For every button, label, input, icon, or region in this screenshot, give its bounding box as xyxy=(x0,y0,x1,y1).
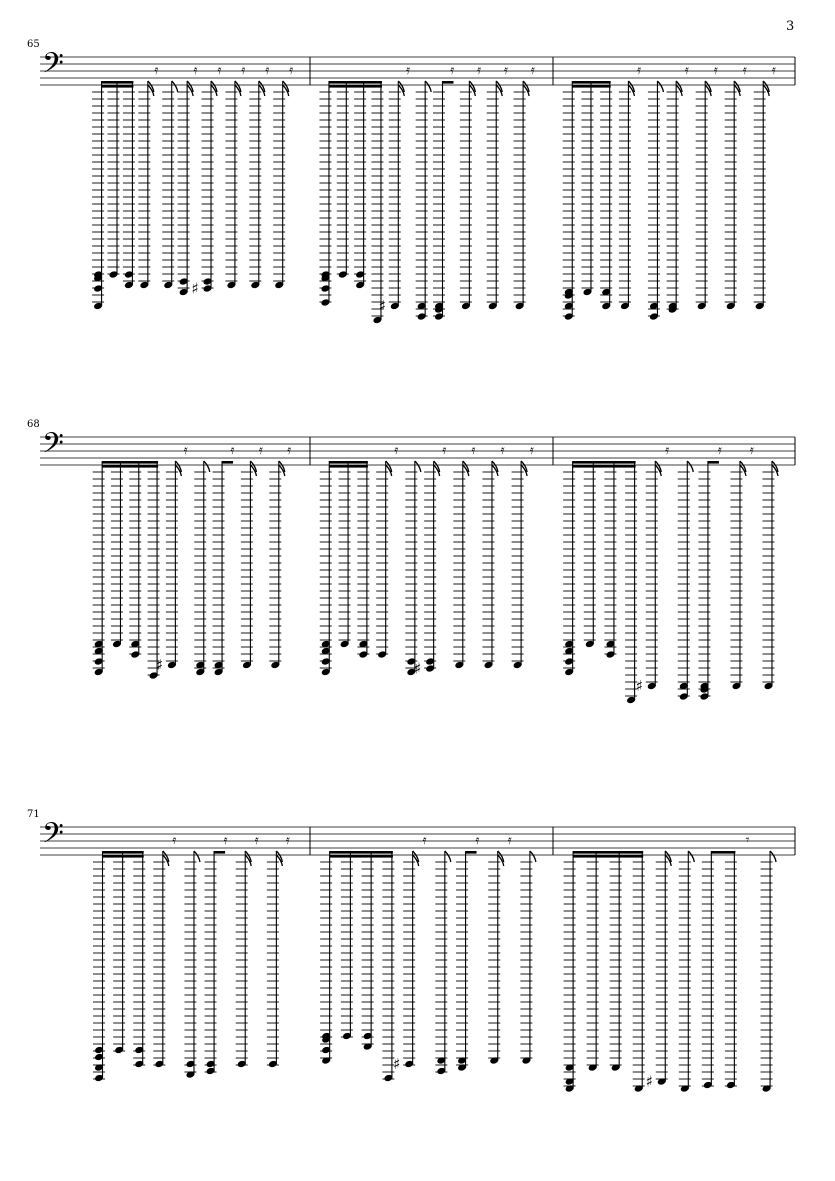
systems-layer xyxy=(27,39,795,1093)
sharp-icon: ♯ xyxy=(155,656,164,674)
sixteenth-rest-icon: 𝄿 xyxy=(442,443,447,458)
sixteenth-rest-icon: 𝄿 xyxy=(475,833,480,848)
sixteenth-rest-icon: 𝄿 xyxy=(507,833,512,848)
sharp-icon: ♯ xyxy=(645,1072,654,1091)
beam xyxy=(102,81,134,84)
flag xyxy=(688,851,694,862)
sixteenth-rest-icon: 𝄿 xyxy=(193,63,198,78)
page-number: 3 xyxy=(786,19,795,34)
beam xyxy=(103,851,144,854)
sharp-icon: ♯ xyxy=(635,677,644,695)
flag xyxy=(415,461,421,472)
beam xyxy=(330,851,393,854)
sixteenth-rest-icon: 𝄿 xyxy=(422,833,427,848)
sixteenth-rest-icon: 𝄿 xyxy=(504,63,508,78)
system-2 xyxy=(27,419,795,704)
sixteenth-rest-icon: 𝄿 xyxy=(637,63,642,78)
sixteenth-rest-icon: 𝄿 xyxy=(713,63,718,78)
beam xyxy=(214,851,225,854)
beam xyxy=(329,461,368,464)
beam xyxy=(102,465,158,468)
sixteenth-rest-icon: 𝄿 xyxy=(717,443,722,458)
sixteenth-rest-icon: 𝄿 xyxy=(749,443,754,458)
system-3 xyxy=(27,809,795,1093)
sixteenth-rest-icon: 𝄿 xyxy=(230,443,235,458)
sixteenth-rest-icon: 𝄿 xyxy=(287,443,292,458)
bass-clef-icon: 𝄢 xyxy=(42,427,64,467)
measure-number: 71 xyxy=(27,809,40,820)
sixteenth-rest-icon: 𝄿 xyxy=(289,63,294,78)
beam xyxy=(102,461,158,464)
sixteenth-rest-icon: 𝄿 xyxy=(684,63,689,78)
beam xyxy=(572,81,610,84)
sixteenth-rest-icon: 𝄿 xyxy=(665,443,670,458)
beam xyxy=(443,81,454,84)
sixteenth-rest-icon: 𝄿 xyxy=(771,63,776,78)
eighth-rest-icon: 𝄾 xyxy=(745,833,750,848)
sixteenth-rest-icon: 𝄿 xyxy=(154,63,159,78)
sixteenth-rest-icon: 𝄿 xyxy=(477,63,482,78)
beam xyxy=(573,851,643,854)
flag xyxy=(657,81,663,92)
sixteenth-rest-icon: 𝄿 xyxy=(223,833,228,848)
flag xyxy=(194,851,200,862)
beam xyxy=(573,461,636,464)
flag xyxy=(204,461,210,472)
sixteenth-rest-icon: 𝄿 xyxy=(742,63,747,78)
sixteenth-rest-icon: 𝄿 xyxy=(265,63,270,78)
sixteenth-rest-icon: 𝄿 xyxy=(183,443,188,458)
sixteenth-rest-icon: 𝄿 xyxy=(450,63,455,78)
system-1 xyxy=(27,39,795,324)
beam xyxy=(330,855,393,858)
bass-clef-icon: 𝄢 xyxy=(42,47,64,87)
beam xyxy=(329,85,382,88)
flag xyxy=(687,461,693,472)
measure-number: 65 xyxy=(27,39,40,50)
bass-clef-icon: 𝄢 xyxy=(42,817,64,857)
sixteenth-rest-icon: 𝄿 xyxy=(172,833,177,848)
beam xyxy=(329,81,382,84)
flag xyxy=(172,81,178,92)
sharp-icon: ♯ xyxy=(414,659,422,678)
beam xyxy=(572,85,610,88)
beam xyxy=(573,465,636,468)
sixteenth-rest-icon: 𝄿 xyxy=(530,63,535,78)
sharp-icon: ♯ xyxy=(393,1055,401,1073)
beam xyxy=(708,461,719,464)
sixteenth-rest-icon: 𝄿 xyxy=(217,63,222,78)
beam xyxy=(711,851,735,854)
sixteenth-rest-icon: 𝄿 xyxy=(500,443,505,458)
sixteenth-rest-icon: 𝄿 xyxy=(529,443,534,458)
beam xyxy=(466,851,477,854)
flag xyxy=(425,81,431,92)
beam xyxy=(329,465,368,468)
sharp-icon: ♯ xyxy=(378,297,387,315)
sixteenth-rest-icon: 𝄿 xyxy=(394,443,399,458)
sixteenth-rest-icon: 𝄿 xyxy=(241,63,246,78)
beam xyxy=(102,85,134,88)
beam xyxy=(573,855,643,858)
sixteenth-rest-icon: 𝄿 xyxy=(285,833,290,848)
flag xyxy=(770,851,776,862)
sixteenth-rest-icon: 𝄿 xyxy=(406,63,411,78)
flag xyxy=(445,851,451,862)
sixteenth-rest-icon: 𝄿 xyxy=(258,443,263,458)
beam xyxy=(103,855,144,858)
sixteenth-rest-icon: 𝄿 xyxy=(254,833,259,848)
flag xyxy=(530,851,536,862)
beam xyxy=(222,461,233,464)
measure-number: 68 xyxy=(27,419,40,430)
sixteenth-rest-icon: 𝄿 xyxy=(471,443,476,458)
sharp-icon: ♯ xyxy=(191,279,199,298)
